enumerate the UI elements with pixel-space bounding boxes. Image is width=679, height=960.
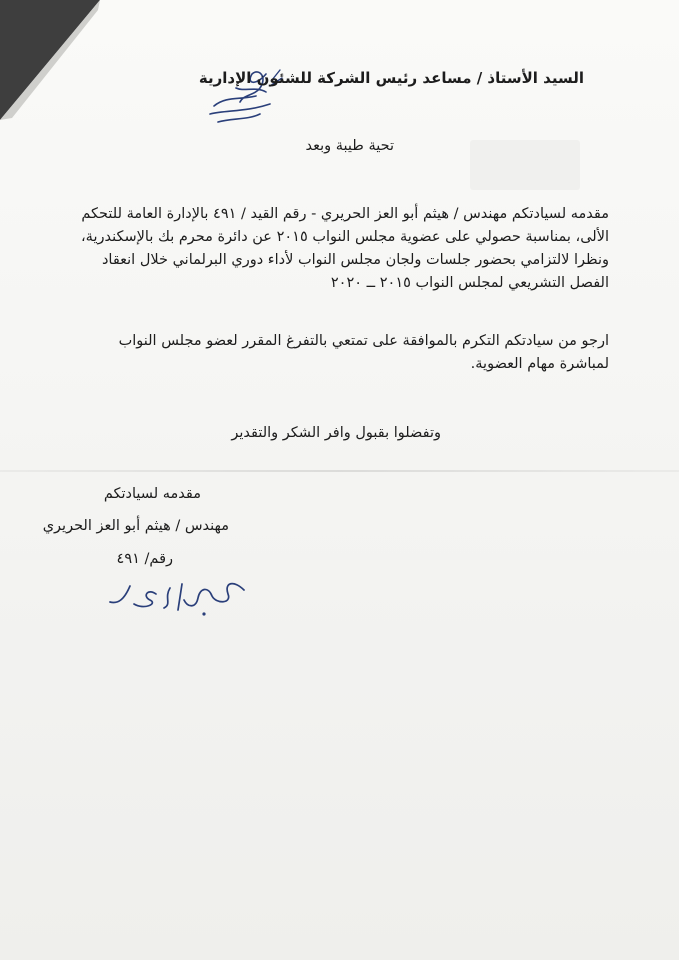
handwritten-signature-icon [104, 574, 254, 622]
closing-line: وتفضلوا بقبول وافر الشكر والتقدير [231, 425, 441, 441]
body-line: مقدمه لسيادتكم مهندس / هيثم أبو العز الحريري - رقم القيد / ٤٩١ بالإدارة العامة للتحكم [81, 206, 609, 222]
body-line: ونظرا لالتزامي بحضور جلسات ولجان مجلس النواب لأداء دوري البرلماني خلال انعقاد [101, 252, 609, 268]
engineer-name: مهندس / هيثم أبو العز الحريري [42, 518, 229, 534]
registration-number: رقم/ ٤٩١ [116, 551, 173, 567]
presented-by-label: مقدمه لسيادتكم [103, 486, 201, 502]
faint-stamp-mark [470, 140, 580, 190]
body-paragraph-2 [49, 330, 609, 376]
body-line: الألى، بمناسبة حصولي على عضوية مجلس النواب ٢٠١٥ عن دائرة محرم بك بالإسكندرية، [81, 229, 609, 245]
fold-crease [0, 470, 679, 472]
body-paragraph-1 [49, 203, 609, 295]
folded-corner [0, 0, 100, 120]
body-line: ارجو من سيادتكم التكرم بالموافقة على تمتعي بالتفرغ المقرر لعضو مجلس النواب [118, 333, 609, 349]
greeting-line: تحية طيبة وبعد [305, 138, 394, 154]
addressee-line: السيد الأستاذ / مساعد رئيس الشركة للشئون الإدارية [198, 69, 584, 87]
body-line: لمباشرة مهام العضوية. [470, 356, 609, 372]
body-line: الفصل التشريعي لمجلس النواب ٢٠١٥ ــ ٢٠٢٠ [330, 275, 609, 291]
